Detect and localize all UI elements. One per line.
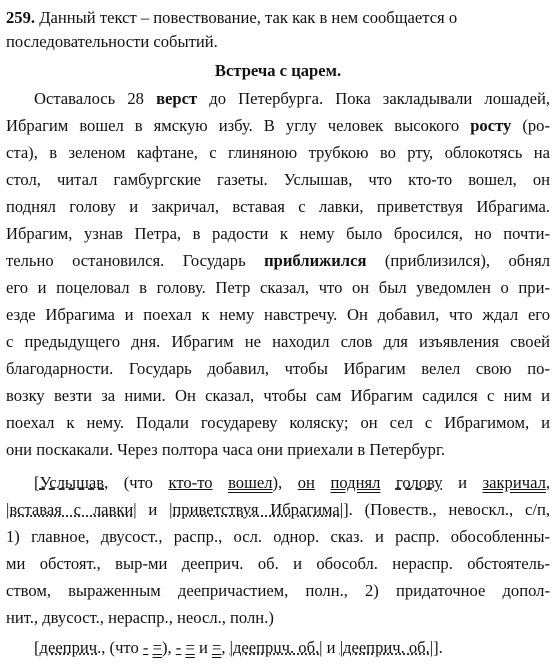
analysis-line-6: нит., двусост., нераспр., неосл., полн.): [6, 608, 274, 627]
bracket: ].: [433, 638, 443, 657]
scheme-text: ,: [221, 638, 230, 657]
scheme-symbol: =: [185, 638, 195, 657]
scheme-symbol: =: [212, 638, 222, 657]
text-title: Встреча с царем.: [214, 61, 342, 80]
scheme-line: [34, 636, 550, 660]
underlined-word: вошел: [228, 473, 273, 492]
paragraph-line-10: с предыдущего дня. Ибрагим не находил слов для изъявления своей: [6, 332, 550, 351]
analysis-text: ,: [545, 473, 550, 492]
paragraph-line-2: [6, 114, 550, 138]
analysis-text: [315, 473, 331, 492]
paragraph-bold-word: верст: [156, 89, 198, 108]
underlined-word: голову: [395, 473, 443, 492]
analysis-text: ]. (Повеств., невоскл., с/п,: [343, 500, 550, 519]
paragraph-line-11: благодарности. Государь добавил, чтобы Ибрагим велел свою по-: [6, 359, 550, 378]
scheme-text: ),: [161, 638, 176, 657]
paragraph-line-14: они поскакали. Через полтора часа они приехали в Петербург.: [6, 440, 446, 459]
underlined-word: кто-то: [168, 473, 213, 492]
task-intro-line-2: [6, 30, 550, 54]
scheme-symbol: |деепрuч. об.|: [229, 638, 323, 657]
paragraph-line-6: Ибрагим, узнав Петра, в радости к нему было бросился, но почти-: [6, 224, 550, 243]
task-number: 259.: [6, 8, 36, 27]
paragraph-line-7: [6, 249, 550, 273]
paragraph-text: до Петербурга. Пока закладывали лошадей,: [197, 89, 550, 108]
underlined-word: он: [297, 473, 315, 492]
analysis-line-4: ми обстоят., выр-ми дееприч. об. и обособл. нераспр. обстоятель-: [6, 554, 550, 573]
bracket: [: [34, 473, 40, 492]
scheme-symbol: дееприч: [39, 638, 98, 657]
analysis-text: и: [136, 500, 170, 519]
paragraph-text: тельно остановился. Государь: [6, 251, 265, 270]
paragraph-text: (приблизился), обнял: [366, 251, 550, 270]
analysis-text: [380, 473, 396, 492]
paragraph-line-8: его и поцеловал в голову. Петр сказал, что он был уведомлен о при-: [6, 278, 550, 297]
paragraph-text: (ро-: [511, 116, 550, 135]
analysis-text: и: [442, 473, 483, 492]
underlined-word: поднял: [330, 473, 381, 492]
paragraph-text: Ибрагим вошел в ямскую избу. В углу человек высокого: [6, 116, 471, 135]
scheme-text: ., (что: [97, 638, 143, 657]
paragraph-line-13: поехал к нему. Подали государеву коляску; он сел с Ибрагимом, и: [6, 413, 550, 432]
task-header-line: [6, 6, 550, 30]
task-intro-2: последовательности событий.: [6, 32, 218, 51]
paragraph-line-1: [34, 87, 550, 111]
underlined-word: закричал: [482, 473, 546, 492]
underlined-word: Услышав: [39, 473, 105, 492]
analysis-text: [213, 473, 229, 492]
bracket: [: [34, 638, 40, 657]
scheme-text: и: [322, 638, 340, 657]
scheme-symbol: |дееприч. об.|: [339, 638, 434, 657]
paragraph-bold-word: росту: [470, 116, 512, 135]
underlined-phrase: |вставая с лавки|: [6, 500, 137, 519]
analysis-line-5: ством, выраженным деепричастием, полн., 2) придаточное допол-: [6, 581, 550, 600]
paragraph-line-3: ста), в зеленом кафтане, с глиняною трубкою во рту, облокотясь на: [6, 143, 550, 162]
analysis-line-2: [6, 498, 550, 522]
analysis-line-3: 1) главное, двусост., распр., осл. однор. сказ. и распр. обособленны-: [6, 527, 550, 546]
analysis-text: , (что: [104, 473, 169, 492]
paragraph-line-12: возку везти за ними. Он сказал, чтобы сам Ибрагим садился с ним и: [6, 386, 550, 405]
underlined-phrase: |приветствуя Ибрагима|: [169, 500, 344, 519]
scheme-symbol: -: [142, 638, 149, 657]
analysis-line-1: [34, 471, 550, 495]
scheme-text: и: [194, 638, 213, 657]
paragraph-line-5: поднял голову и закричал, вставая с лавки, приветствуя Ибрагима.: [6, 197, 550, 216]
scheme-symbol: =: [152, 638, 162, 657]
task-intro-1: Данный текст – повествование, так как в нем сообщается о: [39, 8, 458, 27]
paragraph-bold-word: приближился: [264, 251, 367, 270]
analysis-text: ),: [272, 473, 298, 492]
scheme-symbol: -: [175, 638, 182, 657]
paragraph-line-9: езде Ибрагима и поехал к нему навстречу. Он добавил, что ждал его: [6, 305, 550, 324]
paragraph-line-4: стол, читал гамбургские газеты. Услышав, что кто-то вошел, он: [6, 170, 550, 189]
paragraph-text: Оставалось 28: [34, 89, 157, 108]
